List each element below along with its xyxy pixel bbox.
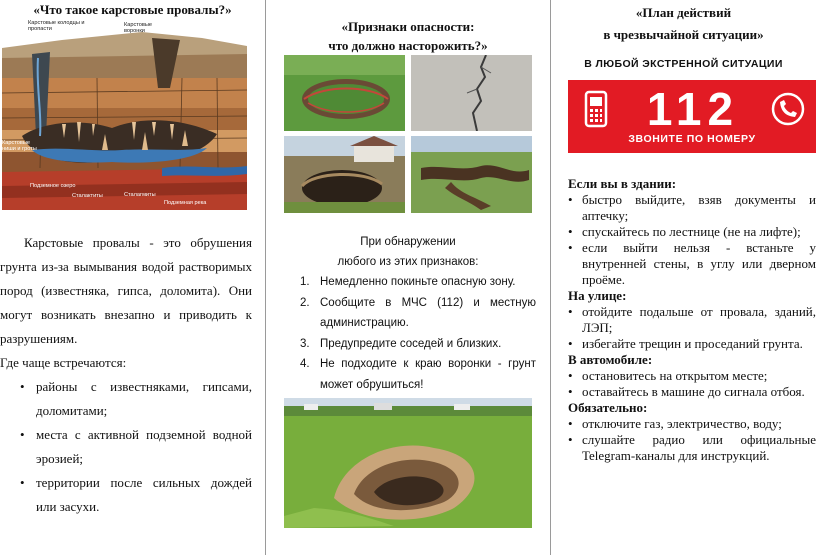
karst-description xyxy=(0,231,252,519)
label-stalactites: Сталактиты xyxy=(72,193,103,199)
panel-emergency-plan xyxy=(551,0,816,555)
list-item: • слушайте радио или официальные Telegram-каналы для инструкций. xyxy=(568,432,816,464)
step-number: 2. xyxy=(300,296,310,309)
photo-field-cracks xyxy=(411,136,532,213)
step-text: Не подходите к краю воронки - грунт может обрушиться! xyxy=(320,358,536,391)
list-item xyxy=(300,293,536,334)
step-text: Предупредите соседей и близких. xyxy=(320,337,502,350)
list-item: • оставайтесь в машине до сигнала отбоя. xyxy=(568,384,816,400)
photo-wall-crack xyxy=(411,55,532,131)
action-steps-list xyxy=(300,272,536,395)
section-heading: На улице: xyxy=(568,288,627,303)
label-funnels: Карстовые воронки xyxy=(124,22,152,35)
panel-what-is-karst xyxy=(0,0,265,555)
panel-danger-signs xyxy=(266,0,550,555)
common-places-heading: Где чаще встречаются: xyxy=(0,355,127,370)
label-niches: Карстовые ниши и гроты xyxy=(2,140,37,153)
karst-cross-section-illustration xyxy=(2,18,247,210)
list-item: • отключите газ, электричество, воду; xyxy=(568,416,816,432)
section-list xyxy=(568,416,816,464)
call-number-text: ЗВОНИТЕ ПО НОМЕРУ xyxy=(628,133,756,145)
photo-large-sinkhole xyxy=(284,398,532,528)
common-places-list xyxy=(0,375,252,519)
section-heading: Если вы в здании: xyxy=(568,176,677,191)
step-number: 3. xyxy=(300,337,310,350)
signs-intro xyxy=(266,232,550,272)
section-list xyxy=(568,368,816,400)
list-item: • быстро выйдите, взяв документы и аптечку; xyxy=(568,192,816,224)
list-item xyxy=(300,354,536,395)
list-item: • избегайте трещин и проседаний грунта. xyxy=(568,336,816,352)
title-line: в чрезвычайной ситуации» xyxy=(603,27,764,42)
panel-title xyxy=(266,17,550,55)
label-river: Подземная река xyxy=(164,200,207,206)
title-line: «План действий xyxy=(635,5,732,20)
action-plan xyxy=(568,176,816,464)
list-item: • отойдите подальше от провала, зданий, ЛЭП; xyxy=(568,304,816,336)
section-list xyxy=(568,304,816,352)
list-item xyxy=(300,334,536,355)
photo-ground-crack xyxy=(284,55,405,131)
label-stalagmites: Сталагмиты xyxy=(124,192,156,198)
title-line: что должно насторожить?» xyxy=(328,38,488,53)
emergency-banner: В ЛЮБОЙ ЭКСТРЕННОЙ СИТУАЦИИ xyxy=(584,58,783,70)
section-list xyxy=(568,192,816,288)
section-heading: Обязательно: xyxy=(568,400,648,415)
list-item: • места с активной подземной водной эрозией; xyxy=(0,423,252,471)
title-line: «Признаки опасности: xyxy=(341,19,475,34)
step-text: Сообщите в МЧС (112) и местную администрацию. xyxy=(320,296,536,329)
panel-title: «Что такое карстовые провалы?» xyxy=(33,2,232,17)
label-wells: Карстовые колодцы и пропасти xyxy=(28,20,85,33)
intro-line: При обнаружении xyxy=(360,236,456,248)
step-number: 4. xyxy=(300,358,310,370)
intro-line: любого из этих признаков: xyxy=(337,256,479,268)
label-lake: Подземное озеро xyxy=(30,183,76,189)
list-item: • спускайтесь по лестнице (не на лифте); xyxy=(568,224,816,240)
list-item: • районы с известняками, гипсами, доломитами; xyxy=(0,375,252,423)
panel-title xyxy=(551,2,816,46)
list-item: • остановитесь на открытом месте; xyxy=(568,368,816,384)
step-number: 1. xyxy=(300,276,310,288)
list-item xyxy=(300,272,536,293)
photo-sinkhole-houses xyxy=(284,136,405,213)
list-item: • территории после сильных дождей или засухи. xyxy=(0,471,252,519)
section-heading: В автомобиле: xyxy=(568,352,653,367)
list-item: • если выйти нельзя - встаньте у внутренней стены, в углу или дверном проёме. xyxy=(568,240,816,288)
emergency-number: 112 xyxy=(646,83,740,135)
step-text: Немедленно покиньте опасную зону. xyxy=(320,276,516,288)
karst-definition: Карстовые провалы - это обрушения грунта из-за вымывания водой растворимых пород (известняка, гипса, доломита). Они могут возникать внезапно и приводить к разрушениям. xyxy=(0,235,252,346)
emergency-call-card xyxy=(568,80,816,153)
